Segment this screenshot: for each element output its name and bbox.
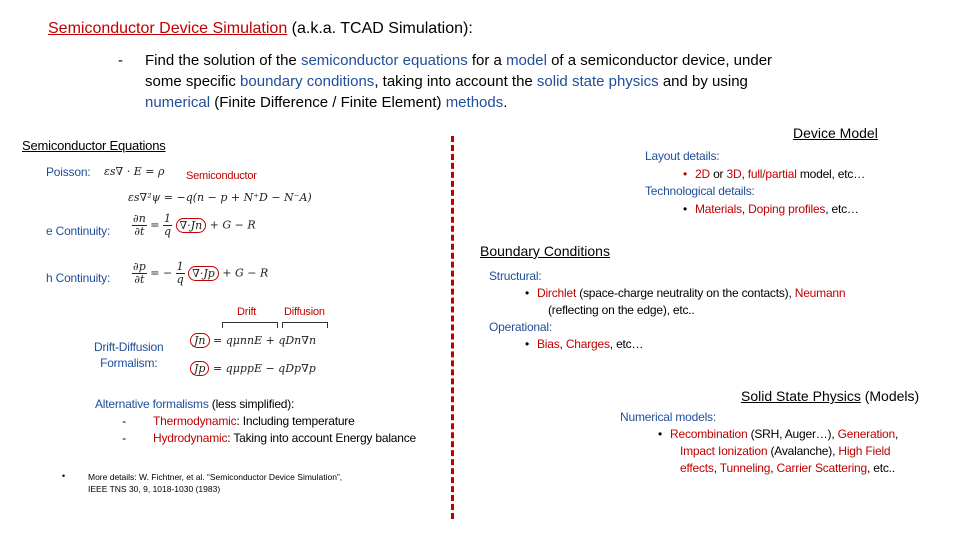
numerical-models-item-cont1: Impact Ionization (Avalanche), High Field bbox=[680, 444, 891, 458]
electron-current-equation: Jn = qμnnE + qDn∇n bbox=[190, 333, 316, 348]
intro-line-1: Find the solution of the semiconductor equations for a model of a semiconductor device, under bbox=[145, 52, 773, 69]
operational-label: Operational: bbox=[489, 320, 552, 334]
keyword-model: model bbox=[506, 52, 547, 69]
electron-current-divergence: ∇·Jn bbox=[176, 218, 207, 233]
operational-item: • Bias, Charges, etc… bbox=[524, 337, 644, 351]
page-title bbox=[48, 20, 473, 38]
alternative-item-thermodynamic: - Thermodynamic: Including temperature bbox=[122, 414, 355, 428]
e-continuity-label: e Continuity: bbox=[46, 224, 111, 238]
keyword-boundary-conditions: boundary conditions bbox=[240, 73, 375, 90]
layout-details-label: Layout details: bbox=[645, 149, 720, 163]
semiconductor-label: Semiconductor bbox=[186, 170, 257, 182]
drift-label: Drift bbox=[237, 306, 257, 318]
intro-dash: - bbox=[118, 52, 123, 69]
device-model-heading: Device Model bbox=[793, 125, 878, 141]
alternative-item-hydrodynamic: - Hydrodynamic: Taking into account Energy balance bbox=[122, 431, 417, 445]
solid-state-details bbox=[620, 409, 898, 477]
numerical-models-label: Numerical models: bbox=[620, 410, 716, 424]
keyword-numerical: numerical bbox=[145, 94, 211, 111]
boundary-details bbox=[489, 268, 845, 353]
tech-details-label: Technological details: bbox=[645, 184, 755, 198]
intro-line-2: some specific boundary conditions, taking into account the solid state physics and by using bbox=[145, 73, 748, 90]
numerical-models-item-cont2: effects, Tunneling, Carrier Scattering, etc.. bbox=[680, 461, 895, 475]
e-continuity-equation: $\frac{\partial n}{\partial t}$ = $\frac{1}{q}$ ∇·Jn + G − R bbox=[133, 212, 256, 238]
keyword-methods: methods bbox=[445, 94, 504, 111]
structural-label: Structural: bbox=[489, 269, 542, 283]
drift-diffusion-label: Drift-Diffusion Formalism: bbox=[94, 340, 164, 370]
alternative-formalisms: Alternative formalisms (less simplified): - Thermodynamic: Including temperature - Hydrodynamic: Taking into account Energy balance bbox=[95, 397, 417, 445]
poisson-label: Poisson: bbox=[46, 165, 91, 179]
section-divider bbox=[451, 136, 454, 519]
hole-current-divergence: ∇·Jp bbox=[188, 266, 219, 281]
keyword-semiconductor-equations: semiconductor equations bbox=[300, 52, 468, 69]
title-main: Semiconductor Device Simulation bbox=[48, 20, 288, 37]
intro-paragraph bbox=[118, 50, 878, 113]
boundary-heading: Boundary Conditions bbox=[480, 243, 610, 259]
keyword-solid-state-physics: solid state physics bbox=[536, 73, 659, 90]
numerical-models-item: • Recombination (SRH, Auger…), Generation, bbox=[657, 427, 899, 441]
reference-note: More details: W. Fichtner, et al. “Semiconductor Device Simulation”, IEEE TNS 30, 9, 1018-1030 (1983) bbox=[88, 472, 343, 494]
jp-symbol: Jp bbox=[190, 361, 209, 376]
poisson-equation: εs∇ · E = ρ bbox=[104, 165, 165, 178]
structural-item-cont: (reflecting on the edge), etc.. bbox=[548, 303, 695, 317]
reference-bullet: • bbox=[62, 471, 66, 481]
drift-brace bbox=[222, 322, 278, 328]
h-continuity-label: h Continuity: bbox=[46, 271, 111, 285]
diffusion-brace bbox=[282, 322, 328, 328]
equations-heading: Semiconductor Equations bbox=[22, 138, 166, 153]
solid-state-heading: Solid State Physics (Models) bbox=[741, 388, 920, 404]
alternative-heading: Alternative formalisms bbox=[95, 397, 209, 411]
layout-details-item: • 2D or 3D, full/partial model, etc… bbox=[682, 166, 865, 181]
title-rest: (a.k.a. TCAD Simulation): bbox=[287, 20, 473, 37]
diffusion-label: Diffusion bbox=[284, 306, 325, 318]
jn-symbol: Jn bbox=[190, 333, 210, 348]
hole-current-equation: Jp = qμppE − qDp∇p bbox=[190, 361, 316, 376]
structural-item: • Dirchlet (space-charge neutrality on the contacts), Neumann bbox=[524, 286, 846, 300]
intro-line-3: numerical (Finite Difference / Finite Element) methods. bbox=[145, 94, 508, 111]
device-model-details bbox=[645, 148, 865, 218]
h-continuity-equation: $\frac{\partial p}{\partial t}$ = − $\frac{1}{q}$ ∇·Jp + G − R bbox=[133, 260, 269, 286]
tech-details-item: • Materials, Doping profiles, etc… bbox=[682, 201, 859, 216]
poisson-equation-semiconductor: εs∇²ψ = −q(n − p + N⁺D − N⁻A) bbox=[128, 191, 312, 204]
